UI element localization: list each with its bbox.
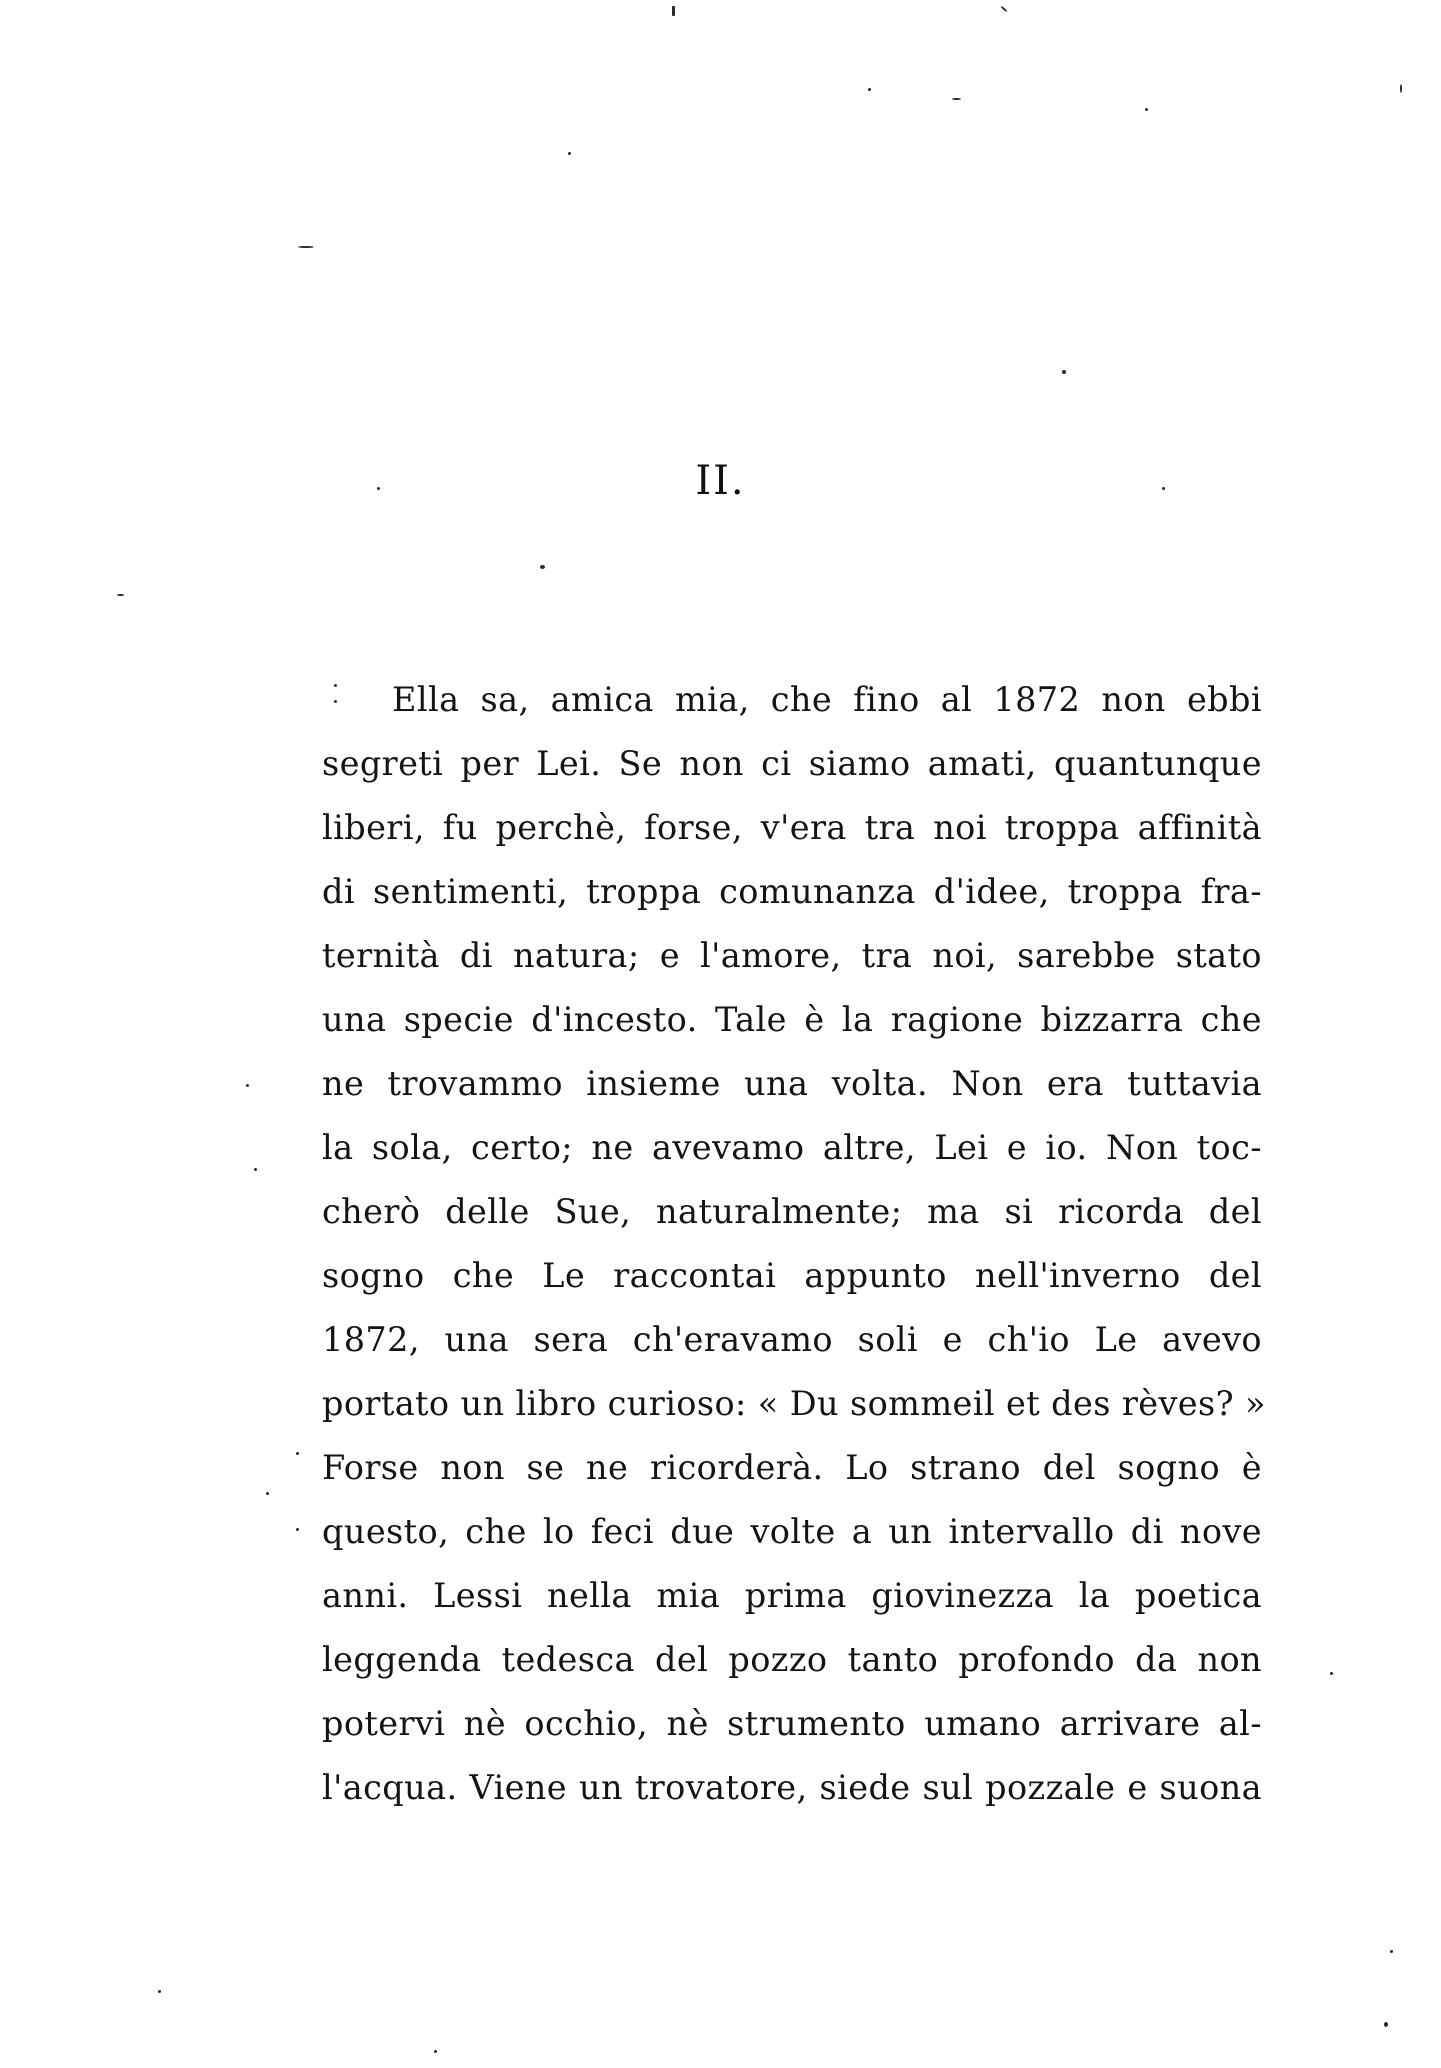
scan-speck (298, 246, 314, 248)
body-text (322, 668, 1266, 1820)
scan-speck (266, 1492, 269, 1495)
text-line: 1872, una sera ch'eravamo soli e ch'io Le avevo (322, 1320, 1262, 1359)
scan-speck (1384, 2022, 1388, 2027)
scan-speck (1062, 370, 1066, 374)
scan-speck (117, 594, 124, 596)
text-line: Forse non se ne ricorderà. Lo strano del sogno è (322, 1448, 1262, 1487)
scan-speck (540, 565, 545, 569)
text-line: cherò delle Sue, naturalmente; ma si ricorda del (322, 1192, 1262, 1231)
scan-speck (434, 2050, 437, 2053)
text-line: ne trovammo insieme una volta. Non era tuttavia (322, 1064, 1262, 1103)
text-line: ternità di natura; e l'amore, tra noi, sarebbe stato (322, 936, 1262, 975)
text-line: potervi nè occhio, nè strumento umano arrivare al- (322, 1704, 1262, 1743)
scan-speck (952, 98, 961, 100)
text-line: anni. Lessi nella mia prima giovinezza la poetica (322, 1576, 1262, 1615)
scan-speck (1330, 1672, 1333, 1675)
scan-speck (1390, 1950, 1393, 1953)
scan-speck (1145, 108, 1148, 111)
text-line: portato un libro curioso: « Du sommeil et des rèves? » (322, 1384, 1266, 1423)
scan-speck (672, 6, 675, 16)
scan-speck (868, 88, 871, 91)
scan-speck (296, 1528, 299, 1531)
scan-speck (1400, 84, 1402, 93)
scan-speck (334, 700, 337, 703)
text-line: Ella sa, amica mia, che fino al 1872 non ebbi (392, 680, 1262, 719)
text-line: liberi, fu perchè, forse, v'era tra noi troppa affinità (322, 808, 1262, 847)
text-line: sogno che Le raccontai appunto nell'inverno del (322, 1256, 1262, 1295)
text-line: la sola, certo; ne avevamo altre, Lei e io. Non toc- (322, 1128, 1262, 1167)
text-line: questo, che lo feci due volte a un intervallo di nove (322, 1512, 1262, 1551)
text-line: di sentimenti, troppa comunanza d'idee, troppa fra- (322, 872, 1262, 911)
scan-speck (296, 1452, 299, 1455)
scan-speck (158, 1990, 161, 1993)
scan-speck (246, 1084, 249, 1087)
scan-speck (377, 487, 380, 490)
chapter-heading: II. (695, 458, 746, 504)
scan-speck (254, 1168, 257, 1171)
text-line: leggenda tedesca del pozzo tanto profondo da non (322, 1640, 1262, 1679)
scan-speck (1162, 487, 1165, 490)
scan-speck (568, 152, 571, 155)
scan-speck (334, 684, 337, 687)
text-line: segreti per Lei. Se non ci siamo amati, quantunque (322, 744, 1262, 783)
text-line: l'acqua. Viene un trovatore, siede sul pozzale e suona (322, 1768, 1262, 1807)
text-line: una specie d'incesto. Tale è la ragione bizzarra che (322, 1000, 1262, 1039)
scan-speck (1000, 6, 1007, 13)
